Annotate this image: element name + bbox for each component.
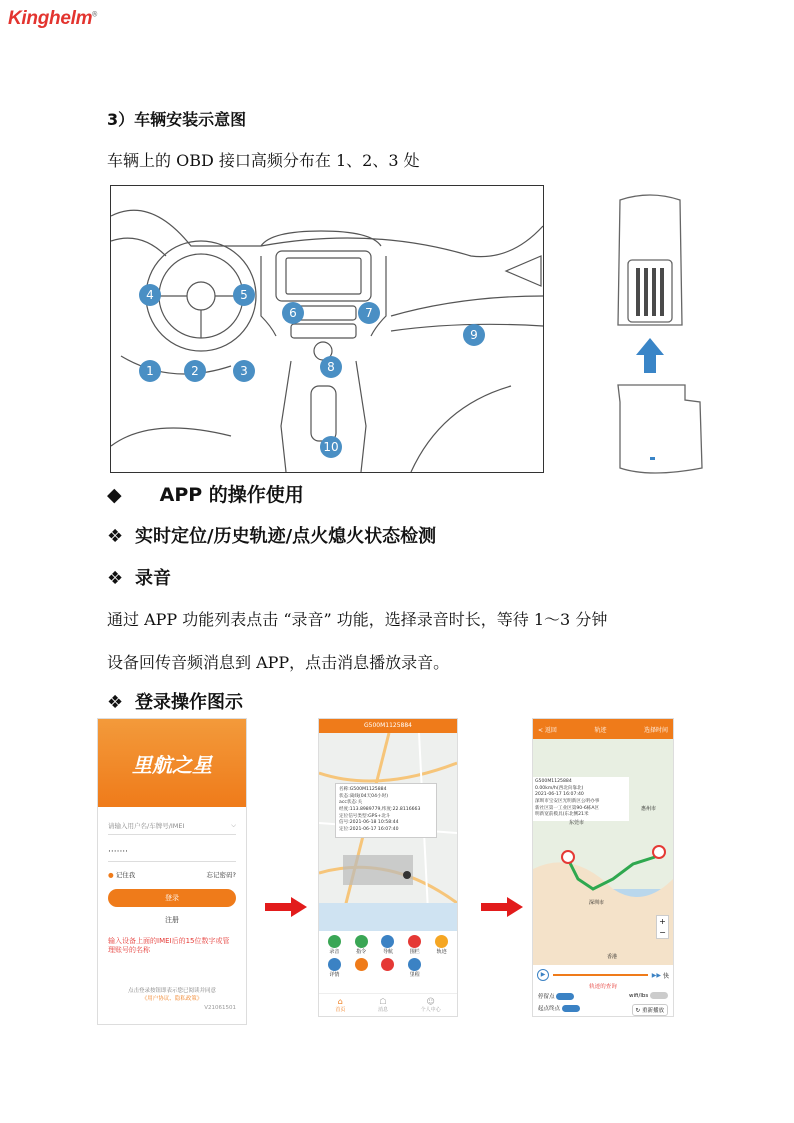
register-button[interactable]: 注册 xyxy=(165,916,179,924)
marker-4: 4 xyxy=(139,284,161,306)
alarm-button[interactable] xyxy=(381,958,394,978)
star-bullet-icon: ❖ xyxy=(107,526,124,547)
forgot-password-link[interactable]: 忘记密码? xyxy=(206,871,236,879)
message-icon: ☖ xyxy=(379,997,387,1006)
playback-slider[interactable] xyxy=(553,974,648,976)
start-end-toggle[interactable]: 起点终点 xyxy=(538,1004,580,1016)
agreement-link[interactable]: 《用户协议、隐私政策》 xyxy=(141,995,203,1002)
login-button[interactable]: 登录 xyxy=(108,889,236,907)
zoom-control[interactable]: + − xyxy=(656,915,669,939)
record-button[interactable]: 录音 xyxy=(328,935,341,955)
playback-bar xyxy=(533,965,673,981)
remember-checkbox[interactable]: ● 记住我 xyxy=(108,871,136,879)
alarm-icon xyxy=(381,958,394,971)
map-label: 东莞市 xyxy=(569,820,585,826)
fence-button[interactable]: 围栏 xyxy=(408,935,421,955)
user-icon: ☺ xyxy=(426,997,435,1006)
function-row-1 xyxy=(319,931,457,955)
recording-paragraph-line1: 通过 APP 功能列表点击 “录音” 功能，选择录音时长，等待 1～3 分钟 xyxy=(107,610,608,629)
section-description: 车辆上的 OBD 接口高频分布在 1、2、3 处 xyxy=(107,151,420,170)
blank-icon xyxy=(435,958,448,971)
function-row-2 xyxy=(319,955,457,978)
map-label: 深圳市 xyxy=(589,900,605,906)
version-label: V21061501 xyxy=(204,1004,236,1011)
track-info-popup: G500M1125884 0.00km/h(西北向靠北) 2021-06-17 16:07:40 深圳市宝安区光明新区公明办事 新社区第一工业区第90-6栋A区 明新宽前模具(东北侧21米 xyxy=(533,777,629,821)
fast-forward-icon[interactable]: ▶▶ xyxy=(651,971,661,979)
car-interior-diagram xyxy=(110,185,544,473)
marker-3: 3 xyxy=(233,360,255,382)
replay-button[interactable]: ↻ 重新播放 xyxy=(632,1004,668,1016)
map-label: 惠州市 xyxy=(641,806,657,812)
check-icon: ● xyxy=(108,871,114,879)
username-field[interactable]: 请输入用户名/车牌号/IMEI ⌵ xyxy=(108,821,236,835)
marker-10: 10 xyxy=(320,436,342,458)
marker-7: 7 xyxy=(358,302,380,324)
bottom-tab-bar xyxy=(319,993,457,1016)
command-button[interactable]: 指令 xyxy=(355,935,368,955)
map-label: 香港 xyxy=(607,954,618,960)
track-header xyxy=(533,719,673,739)
home-icon: ⌂ xyxy=(337,997,343,1006)
location-screen xyxy=(318,718,458,1017)
subheading-recording: ❖ 录音 xyxy=(107,568,171,589)
device-info-popup: 名称:G500M1125884 状态:离线(04天04小时) acc状态:关 经度:113.8989779,纬度:22.8116663 定位信号类型:GPS+北斗 信号:2021-06-18 10:58:44 定位:2021-06-17 16:07:40 xyxy=(335,783,437,838)
map-view[interactable] xyxy=(319,733,457,931)
track-map[interactable] xyxy=(533,739,673,965)
mileage-button[interactable]: 里程 xyxy=(408,958,421,978)
select-time-button[interactable]: 选择时间 xyxy=(643,726,668,734)
back-button[interactable]: < 返回 xyxy=(538,726,557,734)
fence-icon xyxy=(408,935,421,948)
tab-home[interactable]: ⌂ 首页 xyxy=(335,997,346,1013)
track-screen xyxy=(532,718,674,1017)
agreement-text: 点击登录按钮即表示您已阅读并同意 xyxy=(127,987,216,994)
stop-point-toggle[interactable]: 停留点 xyxy=(538,992,574,1000)
password-field[interactable]: ······· xyxy=(108,835,236,862)
marker-9: 9 xyxy=(463,324,485,346)
section-heading: 3）车辆安装示意图 xyxy=(107,110,247,129)
details-button[interactable]: 详情 xyxy=(328,958,341,978)
refresh-icon: ↻ xyxy=(635,1008,641,1014)
more-button[interactable] xyxy=(435,958,448,978)
speed-label: 快 xyxy=(662,972,669,980)
arrow-right-icon xyxy=(265,897,307,917)
recording-paragraph-line2: 设备回传音频消息到 APP，点击消息播放录音。 xyxy=(107,653,450,672)
app-brand: 里航之星 xyxy=(132,753,212,777)
brand-logo: Kinghelm® xyxy=(8,8,98,29)
marker-1: 1 xyxy=(139,360,161,382)
options-row-2 xyxy=(533,1002,673,1017)
command-icon xyxy=(355,935,368,948)
details-icon xyxy=(328,958,341,971)
navigation-button[interactable]: 导航 xyxy=(381,935,394,955)
chevron-down-icon: ⌵ xyxy=(231,821,236,829)
tab-messages[interactable]: ☖ 消息 xyxy=(377,997,388,1013)
marker-5: 5 xyxy=(233,284,255,306)
marker-8: 8 xyxy=(320,356,342,378)
star-bullet-icon: ❖ xyxy=(107,692,124,713)
tab-profile[interactable]: ☺ 个人中心 xyxy=(420,997,441,1013)
blurred-region xyxy=(343,855,413,885)
microphone-icon xyxy=(328,935,341,948)
track-map-base xyxy=(533,739,673,965)
lock-button[interactable] xyxy=(355,958,368,978)
play-icon[interactable]: ▶ xyxy=(537,969,549,981)
insert-arrow-icon xyxy=(636,338,664,373)
vehicle-marker-icon xyxy=(403,871,411,879)
device-title: G500M1125884 xyxy=(319,719,457,733)
options-row-1 xyxy=(533,990,673,1002)
lock-icon xyxy=(355,958,368,971)
query-label: 轨迹的查询 xyxy=(589,984,617,990)
wifi-toggle[interactable]: wifi/lbs xyxy=(629,992,668,1000)
arrow-right-icon xyxy=(481,897,523,917)
track-icon xyxy=(435,935,448,948)
marker-6: 6 xyxy=(282,302,304,324)
mileage-icon xyxy=(408,958,421,971)
subheading-login: ❖ 登录操作图示 xyxy=(107,692,243,713)
track-button[interactable]: 轨迹 xyxy=(435,935,448,955)
app-section-heading: ◆ APP 的操作使用 xyxy=(107,484,304,506)
navigation-icon xyxy=(381,935,394,948)
marker-2: 2 xyxy=(184,360,206,382)
track-title: 轨迹 xyxy=(594,726,607,734)
login-banner xyxy=(98,719,246,807)
imei-note: 输入设备上面的IMEI后的15位数字或管理账号的名称 xyxy=(108,937,230,955)
subheading-location: ❖ 实时定位/历史轨迹/点火熄火状态检测 xyxy=(107,526,437,547)
diamond-bullet-icon: ◆ xyxy=(107,484,122,506)
login-screen xyxy=(97,718,247,1025)
obd-device-illustration xyxy=(590,190,710,480)
star-bullet-icon: ❖ xyxy=(107,568,124,589)
